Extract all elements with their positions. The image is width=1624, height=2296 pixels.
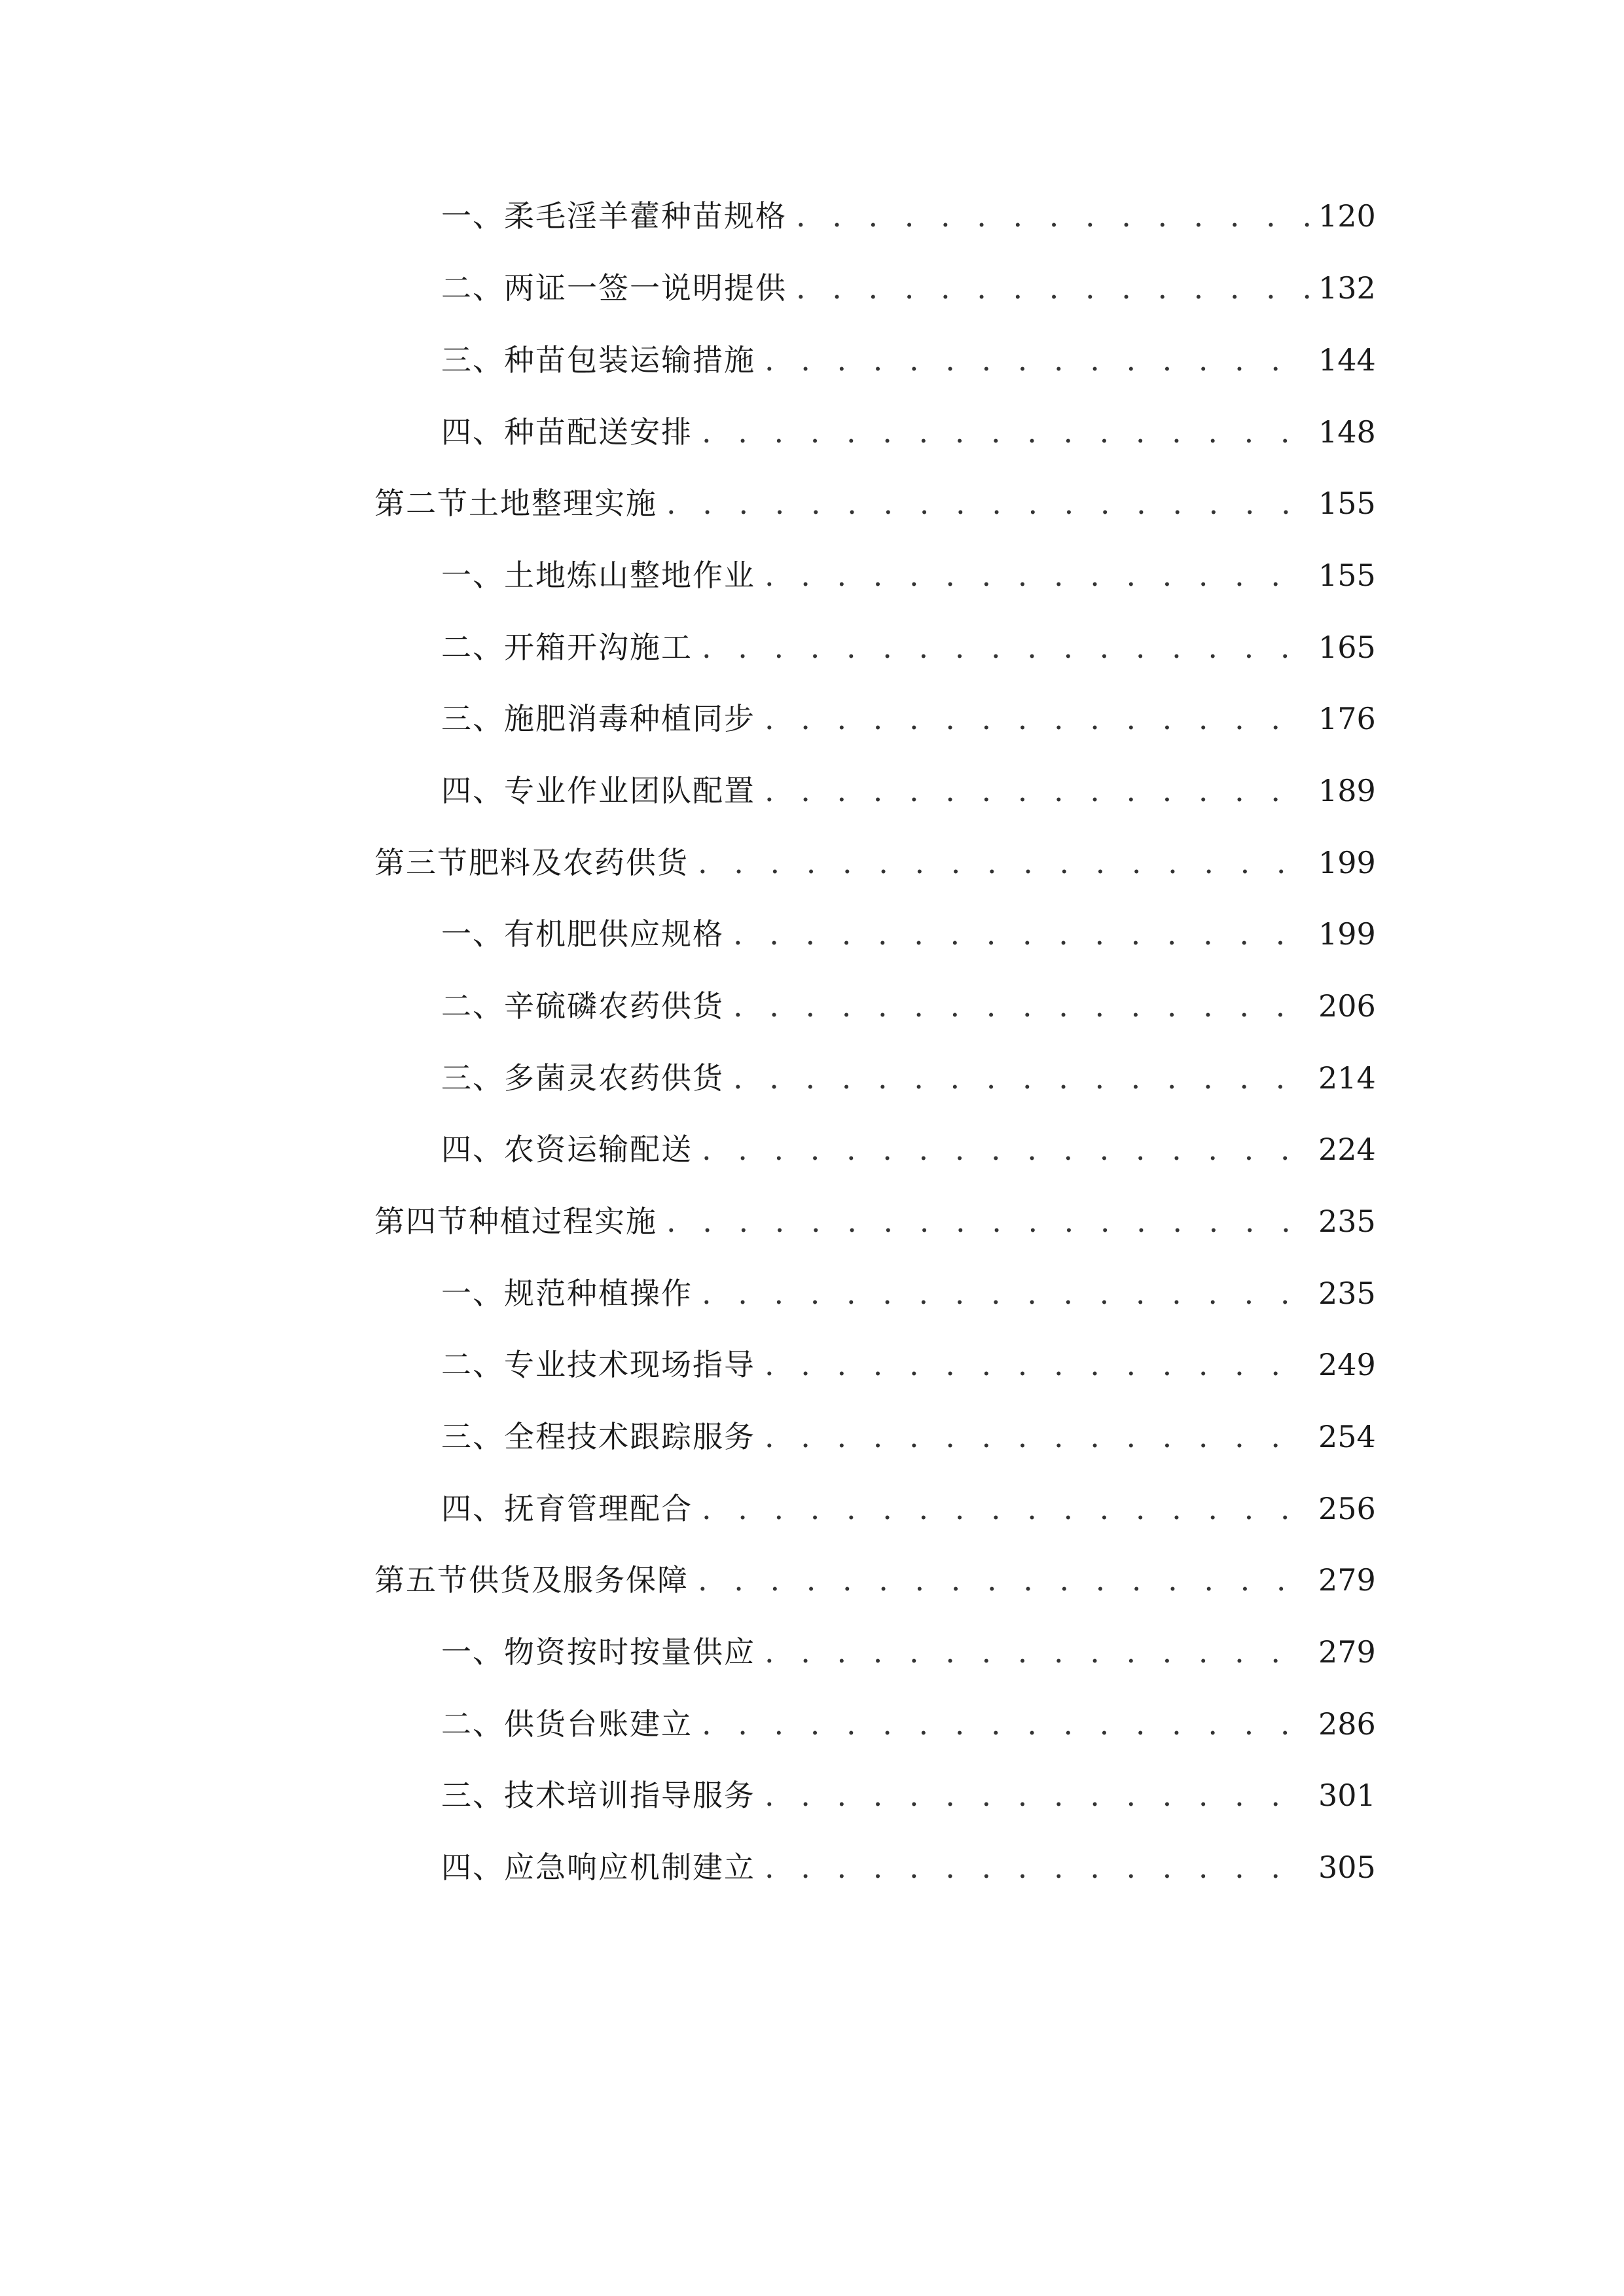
toc-entry[interactable] bbox=[441, 692, 1376, 745]
dot-leader bbox=[765, 549, 1309, 601]
toc-entry-number: 一、 bbox=[441, 558, 504, 593]
toc-entry-title: 全程技术跟踪服务 bbox=[504, 1419, 755, 1454]
toc-entry-page: 235 bbox=[1318, 1276, 1376, 1311]
dot-leader bbox=[702, 621, 1309, 673]
toc-entry-number: 一、 bbox=[441, 916, 504, 952]
toc-entry-page: 279 bbox=[1318, 1562, 1376, 1598]
toc-entry[interactable] bbox=[441, 1267, 1376, 1319]
toc-entry-title: 两证一签一说明提供 bbox=[504, 270, 787, 306]
dot-leader bbox=[733, 1052, 1309, 1104]
toc-entry[interactable] bbox=[441, 1123, 1376, 1175]
toc-entry-title: 应急响应机制建立 bbox=[504, 1850, 755, 1885]
toc-entry[interactable] bbox=[441, 190, 1376, 242]
dot-leader bbox=[702, 1698, 1309, 1750]
toc-entry[interactable] bbox=[441, 549, 1376, 601]
dot-leader bbox=[702, 1123, 1309, 1175]
toc-section-entry[interactable] bbox=[374, 1195, 1376, 1247]
toc-entry-page: 254 bbox=[1318, 1419, 1376, 1454]
toc-entry-page: 206 bbox=[1318, 988, 1376, 1024]
toc-entry[interactable] bbox=[441, 1410, 1376, 1463]
toc-entry[interactable] bbox=[441, 1338, 1376, 1391]
toc-entry-title: 施肥消毒种植同步 bbox=[504, 701, 755, 736]
dot-leader bbox=[765, 1841, 1309, 1893]
dot-leader bbox=[666, 477, 1309, 529]
toc-entry-title: 供货台账建立 bbox=[504, 1706, 693, 1742]
toc-section-entry[interactable] bbox=[374, 477, 1376, 529]
toc-entry-page: 120 bbox=[1318, 198, 1376, 234]
toc-entry-number: 三、 bbox=[441, 1778, 504, 1813]
toc-entry-page: 279 bbox=[1318, 1634, 1376, 1670]
toc-entry-title: 专业技术现场指导 bbox=[504, 1347, 755, 1382]
toc-entry-number: 二、 bbox=[441, 988, 504, 1024]
toc-section-number: 第二节 bbox=[374, 486, 469, 521]
toc-section-number: 第五节 bbox=[374, 1562, 469, 1598]
toc-section-title: 种植过程实施 bbox=[469, 1204, 657, 1239]
toc-entry-page: 256 bbox=[1318, 1491, 1376, 1526]
toc-section-entry[interactable] bbox=[374, 836, 1376, 889]
toc-entry-page: 148 bbox=[1318, 414, 1376, 450]
toc-entry-title: 专业作业团队配置 bbox=[504, 773, 755, 808]
toc-entry-number: 二、 bbox=[441, 1347, 504, 1382]
toc-entry-number: 三、 bbox=[441, 701, 504, 736]
dot-leader bbox=[765, 1410, 1309, 1463]
toc-section-title: 土地整理实施 bbox=[469, 486, 657, 521]
toc-entry-number: 四、 bbox=[441, 773, 504, 808]
toc-entry-title: 多菌灵农药供货 bbox=[504, 1060, 724, 1096]
toc-entry-number: 四、 bbox=[441, 1132, 504, 1167]
toc-entry-title: 辛硫磷农药供货 bbox=[504, 988, 724, 1024]
toc-entry-page: 249 bbox=[1318, 1347, 1376, 1382]
dot-leader bbox=[765, 1626, 1309, 1678]
dot-leader bbox=[702, 1482, 1309, 1535]
dot-leader bbox=[765, 692, 1309, 745]
dot-leader bbox=[733, 980, 1309, 1032]
toc-entry-page: 176 bbox=[1318, 701, 1376, 736]
toc-entry-number: 一、 bbox=[441, 1634, 504, 1670]
toc-entry-title: 抚育管理配合 bbox=[504, 1491, 693, 1526]
toc-entry-title: 开箱开沟施工 bbox=[504, 630, 693, 665]
toc-entry-page: 214 bbox=[1318, 1060, 1376, 1096]
dot-leader bbox=[702, 406, 1309, 458]
toc-entry[interactable] bbox=[441, 764, 1376, 817]
toc-section-entry[interactable] bbox=[374, 1554, 1376, 1606]
toc-entry-page: 144 bbox=[1318, 342, 1376, 378]
toc-entry[interactable] bbox=[441, 334, 1376, 386]
toc-entry-number: 二、 bbox=[441, 630, 504, 665]
toc-entry[interactable] bbox=[441, 1482, 1376, 1535]
dot-leader bbox=[765, 1338, 1309, 1391]
toc-entry-number: 三、 bbox=[441, 1419, 504, 1454]
toc-entry-number: 一、 bbox=[441, 198, 504, 234]
toc-entry[interactable] bbox=[441, 1698, 1376, 1750]
toc-entry[interactable] bbox=[441, 1626, 1376, 1678]
toc-entry-page: 189 bbox=[1318, 773, 1376, 808]
toc-entry-page: 155 bbox=[1318, 486, 1376, 521]
dot-leader bbox=[765, 1769, 1309, 1821]
toc-entry-number: 三、 bbox=[441, 342, 504, 378]
dot-leader bbox=[765, 764, 1309, 817]
toc-entry[interactable] bbox=[441, 1841, 1376, 1893]
toc-entry-number: 四、 bbox=[441, 1850, 504, 1885]
dot-leader bbox=[702, 1267, 1309, 1319]
toc-entry[interactable] bbox=[441, 262, 1376, 314]
toc-section-number: 第四节 bbox=[374, 1204, 469, 1239]
toc-section-title: 供货及服务保障 bbox=[469, 1562, 689, 1598]
toc-entry-title: 种苗包装运输措施 bbox=[504, 342, 755, 378]
dot-leader bbox=[698, 836, 1309, 889]
toc-entry[interactable] bbox=[441, 406, 1376, 458]
toc-entry[interactable] bbox=[441, 1769, 1376, 1821]
toc-entry-title: 柔毛淫羊藿种苗规格 bbox=[504, 198, 787, 234]
toc-entry-page: 286 bbox=[1318, 1706, 1376, 1742]
dot-leader bbox=[765, 334, 1309, 386]
dot-leader bbox=[666, 1195, 1309, 1247]
dot-leader bbox=[796, 190, 1309, 242]
toc-entry-number: 二、 bbox=[441, 270, 504, 306]
toc-entry-title: 技术培训指导服务 bbox=[504, 1778, 755, 1813]
toc-entry-page: 305 bbox=[1318, 1850, 1376, 1885]
toc-entry-title: 农资运输配送 bbox=[504, 1132, 693, 1167]
toc-entry-page: 165 bbox=[1318, 630, 1376, 665]
dot-leader bbox=[796, 262, 1309, 314]
toc-entry[interactable] bbox=[441, 621, 1376, 673]
toc-entry-page: 301 bbox=[1318, 1778, 1376, 1813]
dot-leader bbox=[698, 1554, 1309, 1606]
toc-entry[interactable] bbox=[441, 1052, 1376, 1104]
toc-entry-title: 有机肥供应规格 bbox=[504, 916, 724, 952]
toc-entry[interactable] bbox=[441, 908, 1376, 960]
toc-entry-page: 224 bbox=[1318, 1132, 1376, 1167]
dot-leader bbox=[733, 908, 1309, 960]
toc-entry[interactable] bbox=[441, 980, 1376, 1032]
toc-entry-title: 规范种植操作 bbox=[504, 1276, 693, 1311]
toc-entry-page: 235 bbox=[1318, 1204, 1376, 1239]
toc-entry-number: 二、 bbox=[441, 1706, 504, 1742]
toc-entry-title: 种苗配送安排 bbox=[504, 414, 693, 450]
toc-section-title: 肥料及农药供货 bbox=[469, 845, 689, 880]
toc-entry-page: 132 bbox=[1318, 270, 1376, 306]
toc-entry-number: 四、 bbox=[441, 1491, 504, 1526]
toc-entry-number: 三、 bbox=[441, 1060, 504, 1096]
toc-entry-number: 一、 bbox=[441, 1276, 504, 1311]
toc-entry-page: 199 bbox=[1318, 845, 1376, 880]
toc-entry-title: 土地炼山整地作业 bbox=[504, 558, 755, 593]
toc-entry-number: 四、 bbox=[441, 414, 504, 450]
toc-entry-page: 155 bbox=[1318, 558, 1376, 593]
toc-section-number: 第三节 bbox=[374, 845, 469, 880]
toc-entry-page: 199 bbox=[1318, 916, 1376, 952]
toc-entry-title: 物资按时按量供应 bbox=[504, 1634, 755, 1670]
